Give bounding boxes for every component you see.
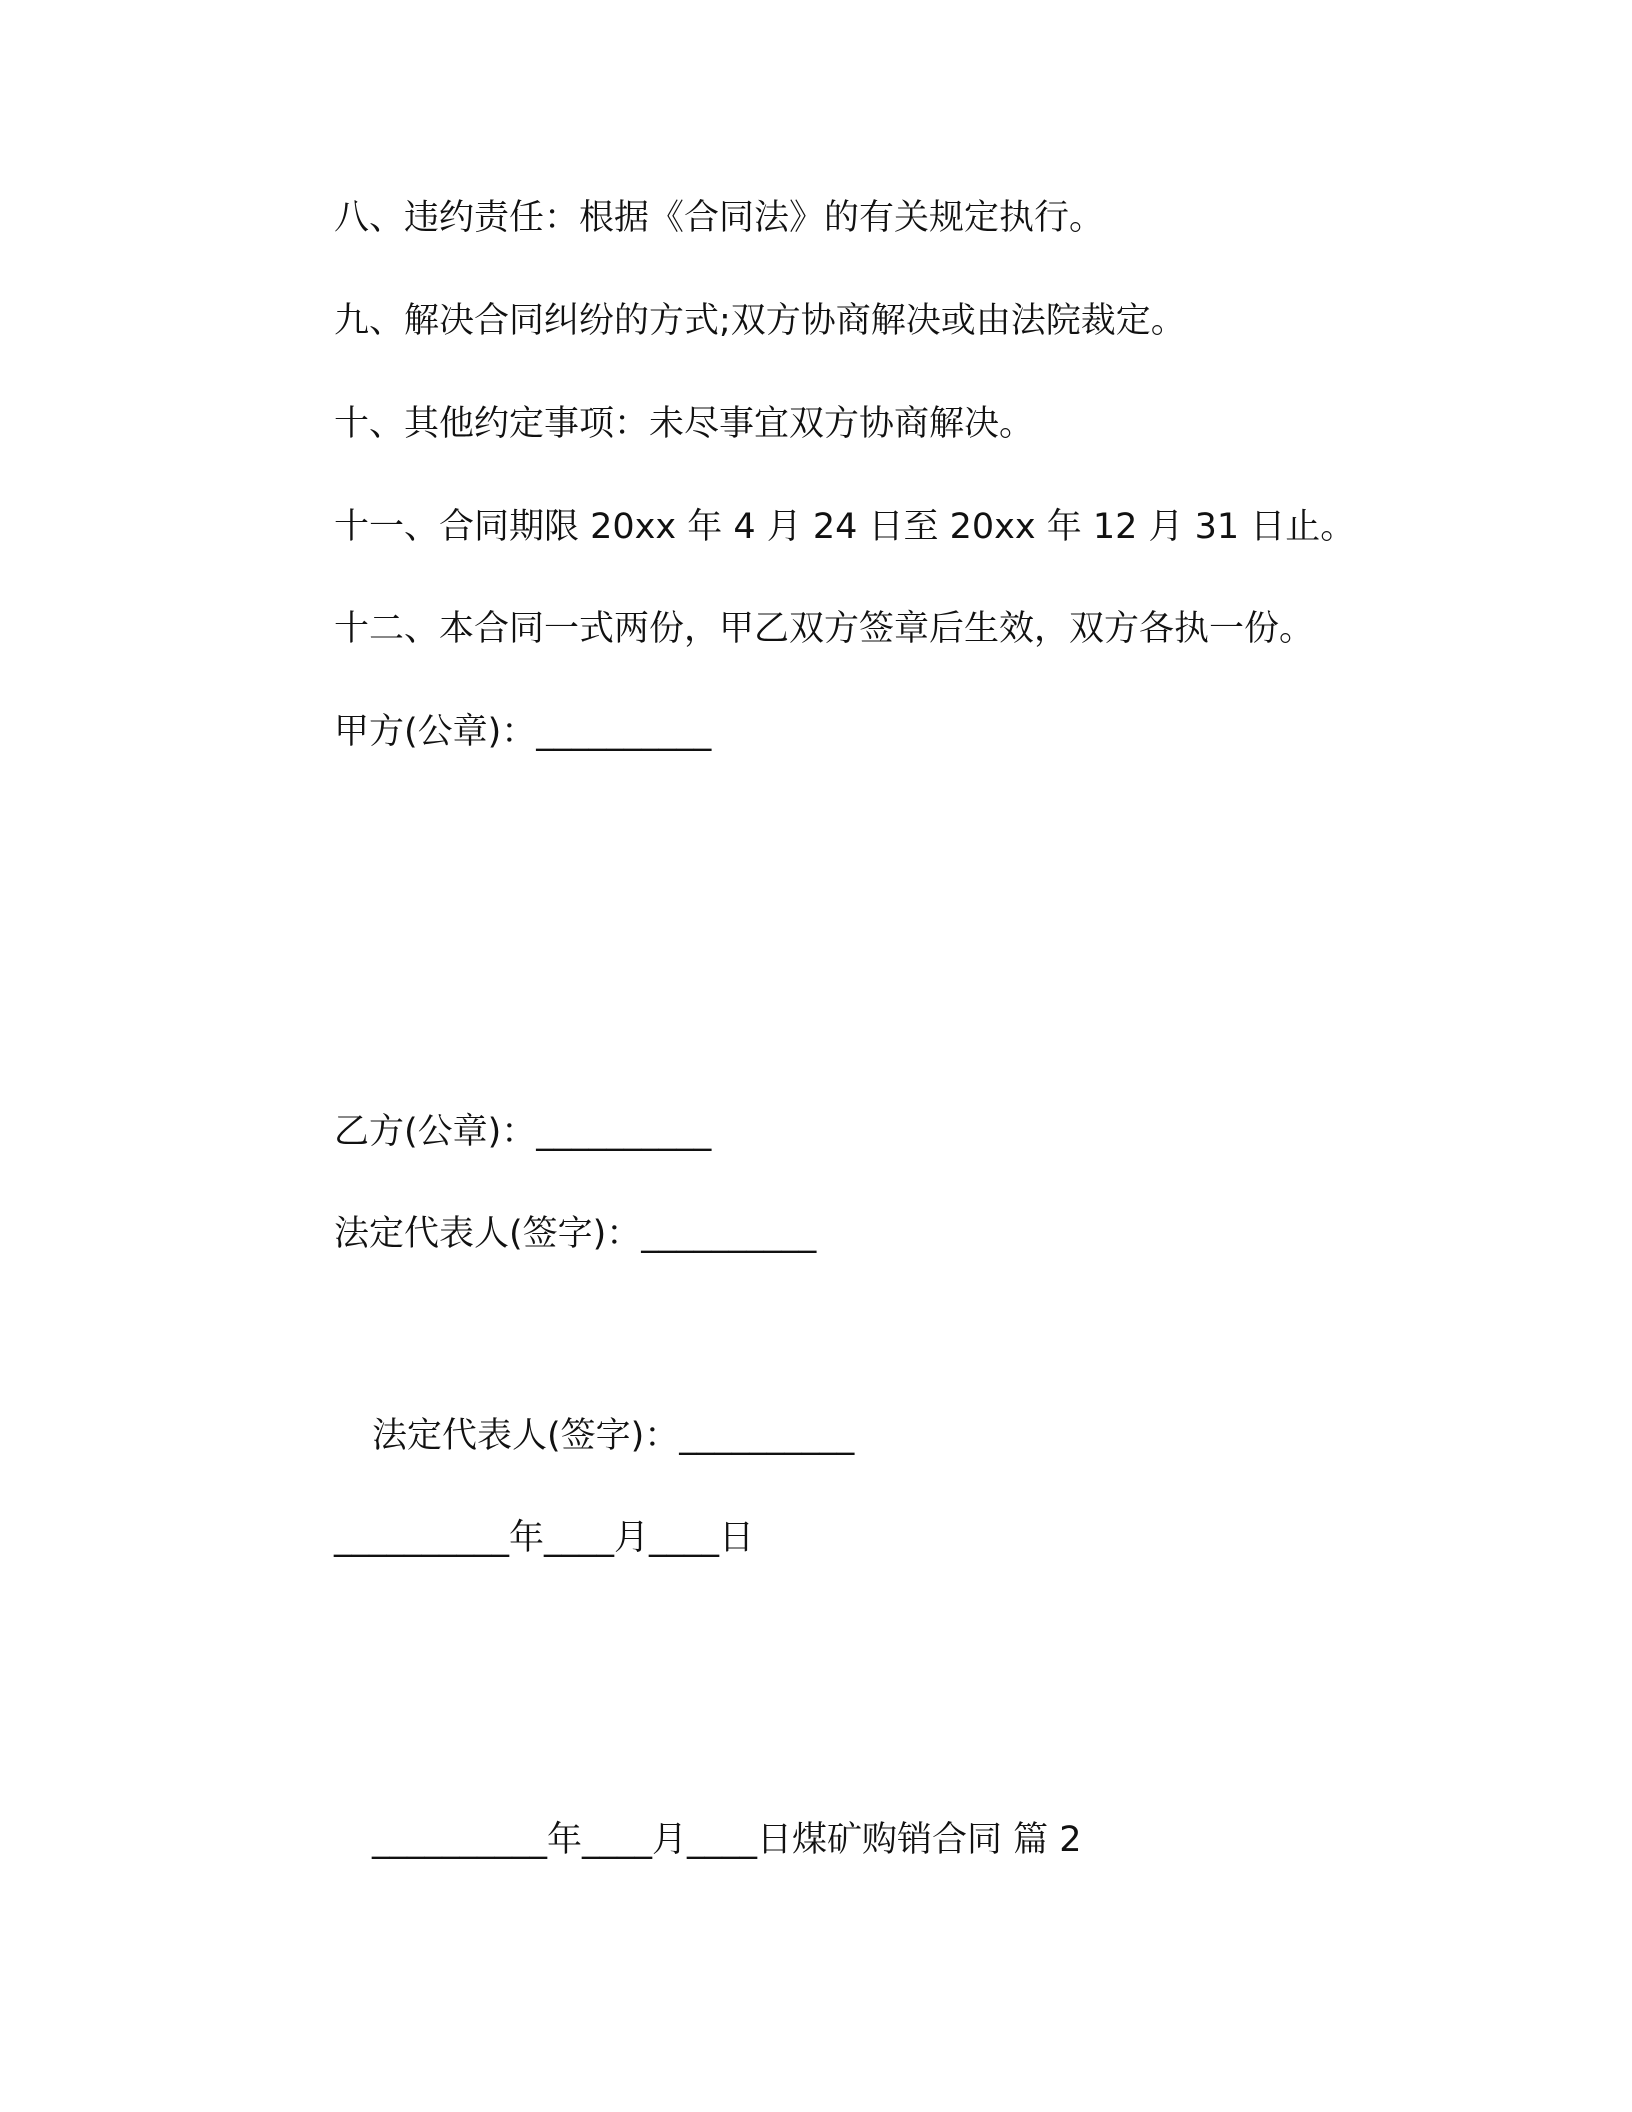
clause-12: 十二、本合同一式两份，甲乙双方签章后生效，双方各执一份。 bbox=[334, 609, 1315, 649]
date-line: __________年____月____日 bbox=[334, 1518, 755, 1558]
clause-9: 九、解决合同纠纷的方式;双方协商解决或由法院裁定。 bbox=[334, 301, 1186, 341]
legal-representative-signature-line-2: 法定代表人(签字)：__________ bbox=[372, 1416, 855, 1456]
clause-11: 十一、合同期限 20xx 年 4 月 24 日至 20xx 年 12 月 31 日止。 bbox=[334, 507, 1356, 547]
clause-8: 八、违约责任：根据《合同法》的有关规定执行。 bbox=[334, 198, 1105, 238]
clause-10: 十、其他约定事项：未尽事宜双方协商解决。 bbox=[334, 404, 1035, 444]
legal-representative-signature-line: 法定代表人(签字)：__________ bbox=[334, 1214, 817, 1254]
party-b-seal-line: 乙方(公章)：__________ bbox=[334, 1112, 712, 1152]
next-section-heading: __________年____月____日煤矿购销合同 篇 2 bbox=[372, 1820, 1082, 1860]
party-a-seal-line: 甲方(公章)：__________ bbox=[334, 712, 712, 752]
